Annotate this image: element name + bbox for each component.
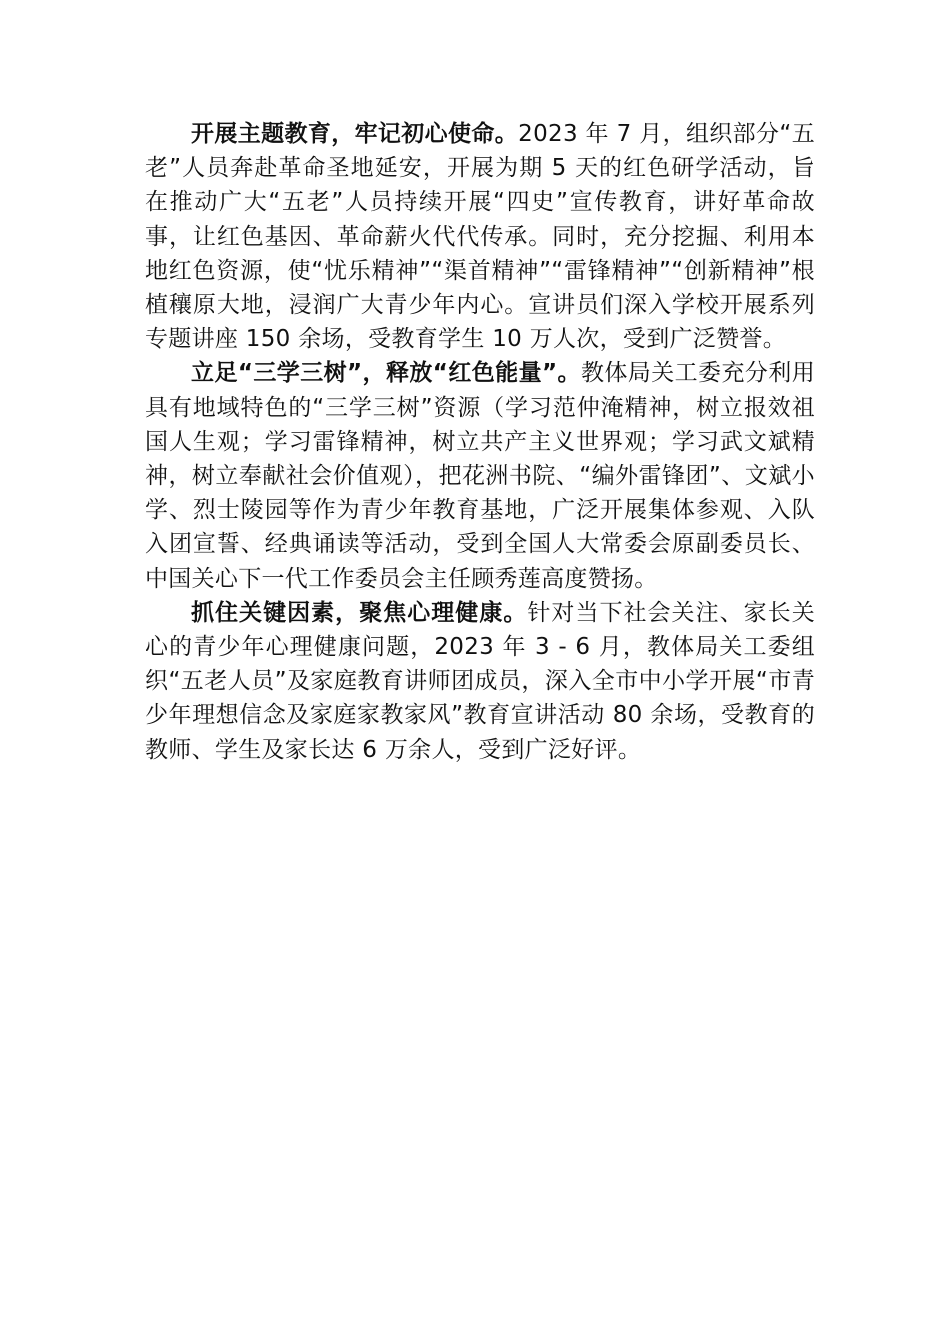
paragraph-mental-health	[145, 596, 815, 767]
paragraph-san-xue-san-shu	[145, 356, 815, 595]
paragraph-text: 教体局关工委充分利用具有地域特色的“三学三树”资源（学习范仲淹精神，树立报效祖国人生观；学习雷锋精神，树立共产主义世界观；学习武文斌精神，树立奉献社会价值观），把花洲书院、“编外雷锋团”、文斌小学、烈士陵园等作为青少年教育基地，广泛开展集体参观、入队入团宣誓、经典诵读等活动，受到全国人大常委会原副委员长、中国关心下一代工作委员会主任顾秀莲高度赞扬。	[145, 360, 815, 592]
paragraph-lead: 立足“三学三树”，释放“红色能量”。	[191, 360, 581, 387]
paragraph-lead: 开展主题教育，牢记初心使命。	[191, 121, 519, 147]
paragraph-text: 2023 年 7 月，组织部分“五老”人员奔赴革命圣地延安，开展为期 5 天的红色研学活动，旨在推动广大“五老”人员持续开展“四史”宣传教育，讲好革命故事，让红色基因、革命薪火代代传承。同时，充分挖掘、利用本地红色资源，使“忧乐精神”“渠首精神”“雷锋精神”“创新精神”根植穰原大地，浸润广大青少年内心。宣讲员们深入学校开展系列专题讲座 150 余场，受教育学生 10 万人次，受到广泛赞誉。	[145, 121, 815, 353]
paragraph-text: 针对当下社会关注、家长关心的青少年心理健康问题，2023 年 3 - 6 月，教体局关工委组织“五老人员”及家庭教育讲师团成员，深入全市中小学开展“市青少年理想信念及家庭家教家风”教育宣讲活动 80 余场，受教育的教师、学生及家长达 6 万余人，受到广泛好评。	[145, 599, 815, 763]
paragraph-theme-education	[145, 117, 815, 356]
paragraph-lead: 抓住关键因素，聚焦心理健康。	[191, 599, 528, 626]
document-body	[145, 117, 815, 767]
